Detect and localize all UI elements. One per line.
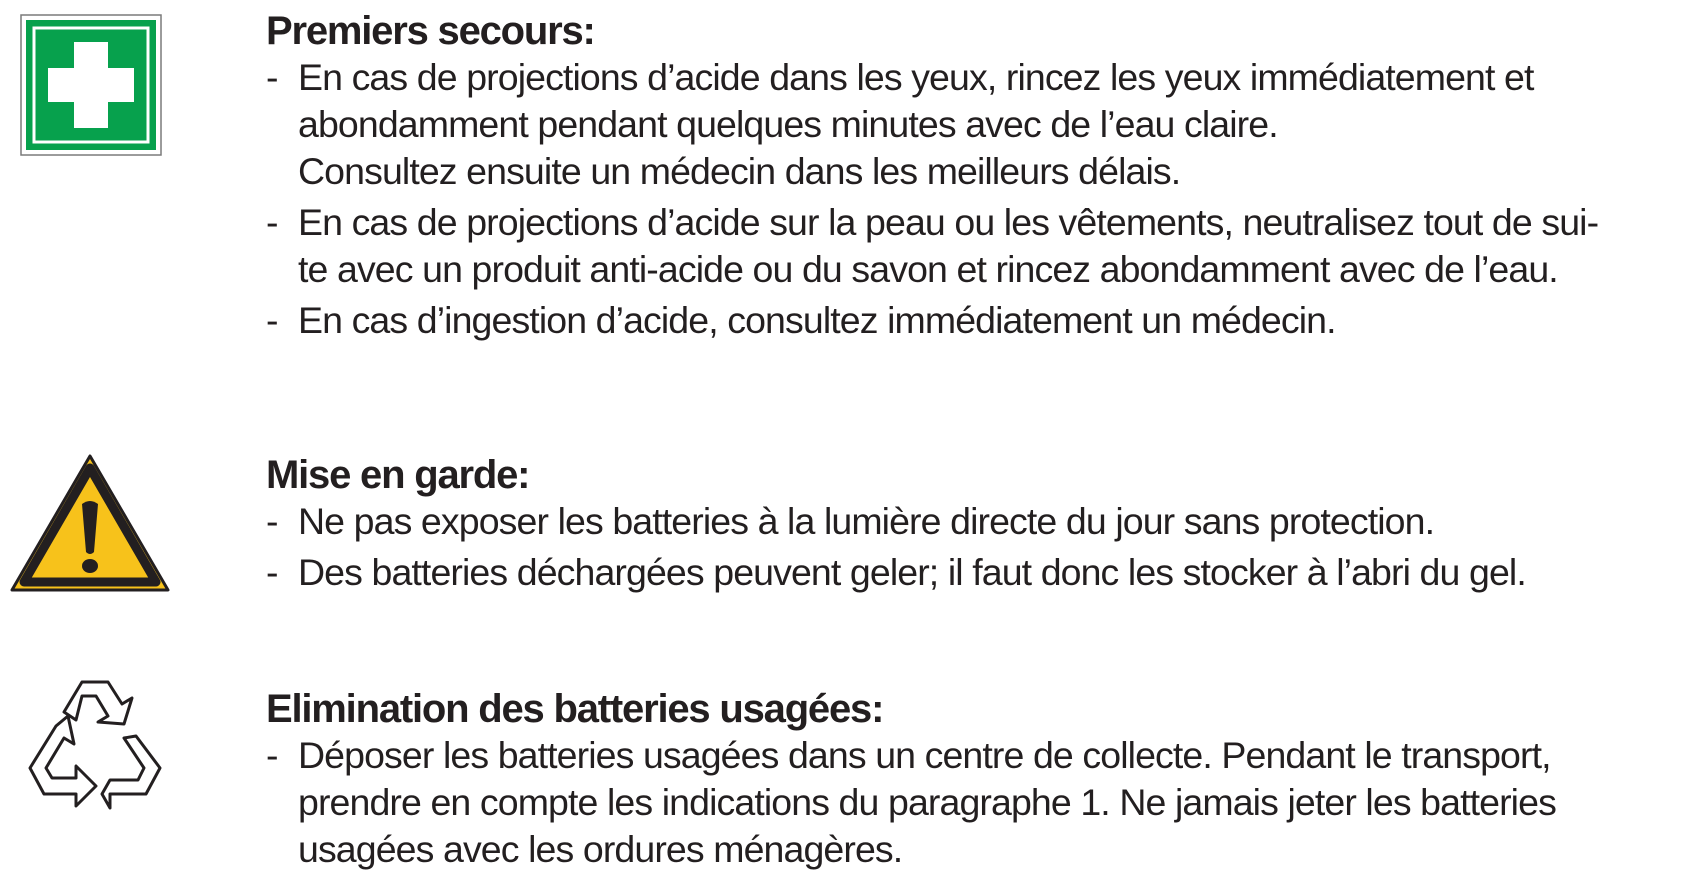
- text-line: En cas de projections d’acide sur la peau ou les vêtements, neutralisez tout de sui-: [298, 201, 1599, 243]
- warning-triangle-icon: [8, 452, 172, 594]
- first-aid-list: [266, 54, 1672, 344]
- list-item: [266, 54, 1672, 195]
- disposal-list: [266, 732, 1672, 873]
- text-line: En cas de projections d’acide dans les yeux, rincez les yeux immédiatement et: [298, 56, 1534, 98]
- first-aid-content: [266, 8, 1672, 348]
- section-title: Elimination des batteries usagées:: [266, 687, 884, 731]
- recycling-icon: [24, 676, 166, 814]
- text-line: prendre en compte les indications du paragraphe 1. Ne jamais jeter les batteries: [298, 781, 1556, 823]
- list-item: [266, 199, 1672, 293]
- text-line: Consultez ensuite un médecin dans les meilleurs délais.: [298, 150, 1181, 192]
- list-item: [266, 732, 1672, 873]
- warning-content: [266, 452, 1672, 600]
- disposal-content: [266, 686, 1672, 877]
- section-title: Premiers secours:: [266, 9, 595, 53]
- text-line: Déposer les batteries usagées dans un centre de collecte. Pendant le transport,: [298, 734, 1551, 776]
- section-title: Mise en garde:: [266, 453, 530, 497]
- text-line: Ne pas exposer les batteries à la lumière directe du jour sans protection.: [298, 500, 1435, 542]
- text-line: te avec un produit anti-acide ou du savon et rincez abondamment avec de l’eau.: [298, 248, 1558, 290]
- bullet-dash: -: [266, 201, 278, 243]
- text-line: usagées avec les ordures ménagères.: [298, 828, 903, 870]
- warning-list: [266, 498, 1672, 596]
- bullet-dash: -: [266, 56, 278, 98]
- list-item: [266, 549, 1672, 596]
- text-line: abondamment pendant quelques minutes avec de l’eau claire.: [298, 103, 1278, 145]
- list-item: [266, 297, 1672, 344]
- bullet-dash: -: [266, 299, 278, 341]
- bullet-dash: -: [266, 500, 278, 542]
- text-line: Des batteries déchargées peuvent geler; il faut donc les stocker à l’abri du gel.: [298, 551, 1526, 593]
- list-item: [266, 498, 1672, 545]
- text-line: En cas d’ingestion d’acide, consultez immédiatement un médecin.: [298, 299, 1336, 341]
- bullet-dash: -: [266, 734, 278, 776]
- first-aid-cross-icon: [20, 14, 162, 156]
- bullet-dash: -: [266, 551, 278, 593]
